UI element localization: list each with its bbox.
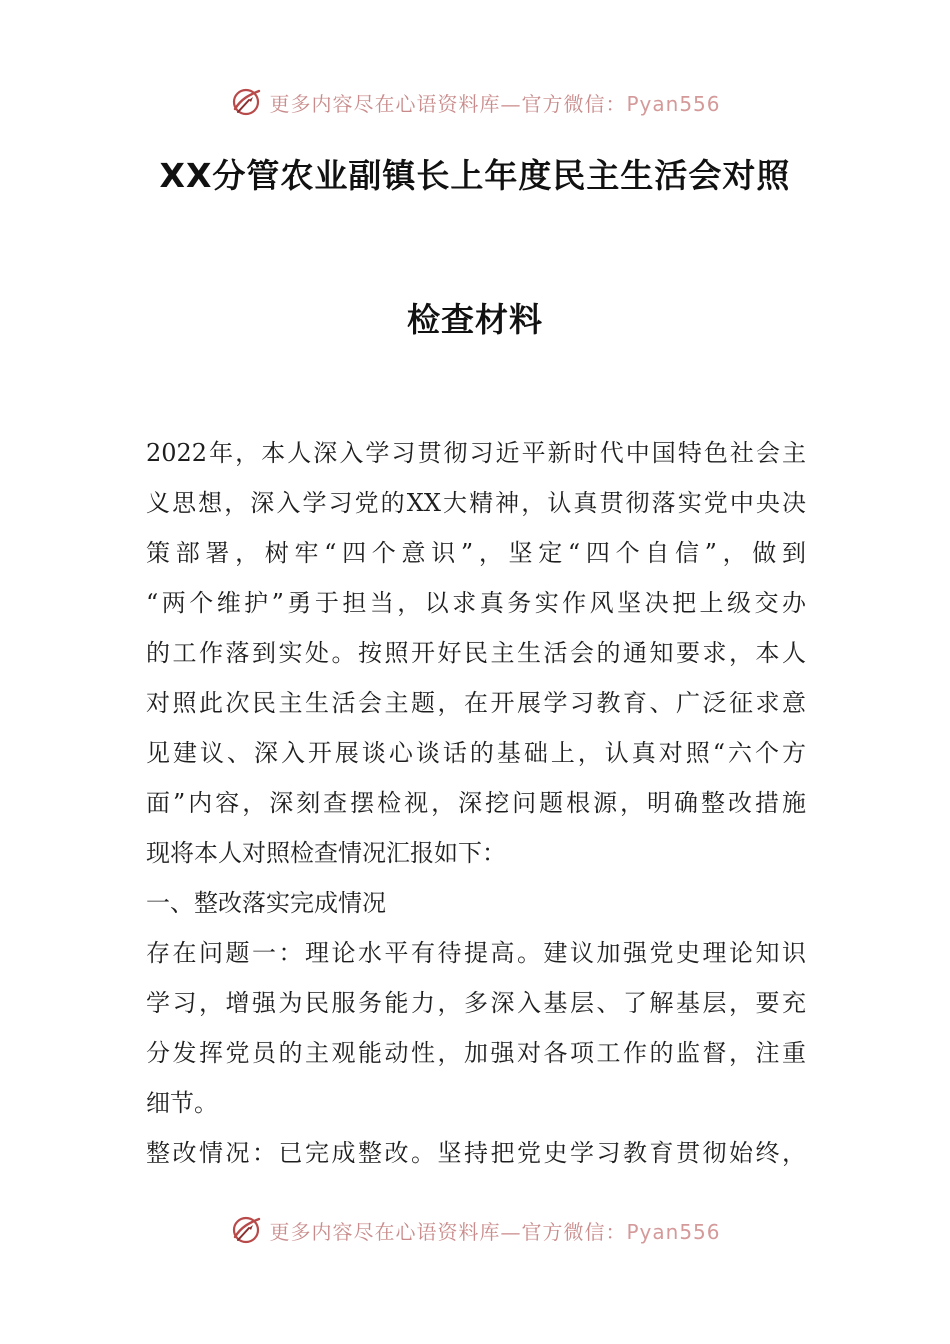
body-line: 义思想，深入学习党的XX大精神，认真贯彻落实党中央决	[146, 489, 806, 517]
body-line: 2022年，本人深入学习贯彻习近平新时代中国特色社会主	[146, 439, 806, 467]
body-line: 的工作落到实处。按照开好民主生活会的通知要求，本人	[146, 639, 806, 667]
banner-text	[269, 88, 720, 117]
header-banner	[0, 82, 950, 122]
body-line: 现将本人对照检查情况汇报如下：	[146, 839, 506, 867]
document-title-line-2: 检查材料	[407, 300, 543, 339]
body-line: 学习，增强为民服务能力，多深入基层、了解基层，要充	[146, 989, 806, 1017]
banner-text	[269, 1216, 720, 1245]
body-line: 见建议、深入开展谈心谈话的基础上，认真对照“六个方	[146, 739, 806, 767]
body-line: 存在问题一：理论水平有待提高。建议加强党史理论知识	[146, 939, 806, 967]
body-line: “两个维护”勇于担当，以求真务实作风坚决把上级交办	[146, 589, 806, 617]
body-line: 策部署，树牢“四个意识”，坚定“四个自信”，做到	[146, 539, 806, 567]
section-heading: 一、整改落实完成情况	[146, 889, 386, 917]
footer-banner	[0, 1210, 950, 1250]
body-line: 细节。	[146, 1089, 218, 1117]
banner-main-text: 更多内容尽在心语资料库—官方微信：	[269, 91, 627, 116]
banner-main-text: 更多内容尽在心语资料库—官方微信：	[269, 1219, 627, 1244]
body-line: 面”内容，深刻查摆检视，深挖问题根源，明确整改措施	[146, 789, 806, 817]
body-line: 分发挥党员的主观能动性，加强对各项工作的监督，注重	[146, 1039, 806, 1067]
pen-swirl-logo-icon	[229, 1213, 263, 1247]
banner-wechat-id: Pyan556	[626, 1219, 721, 1244]
banner-wechat-id: Pyan556	[626, 91, 721, 116]
document-title-line-1: XX分管农业副镇长上年度民主生活会对照	[159, 156, 791, 195]
pen-swirl-logo-icon	[229, 85, 263, 119]
document-body	[146, 428, 806, 1178]
body-line: 对照此次民主生活会主题，在开展学习教育、广泛征求意	[146, 689, 806, 717]
body-line: 整改情况：已完成整改。坚持把党史学习教育贯彻始终，	[146, 1139, 806, 1167]
